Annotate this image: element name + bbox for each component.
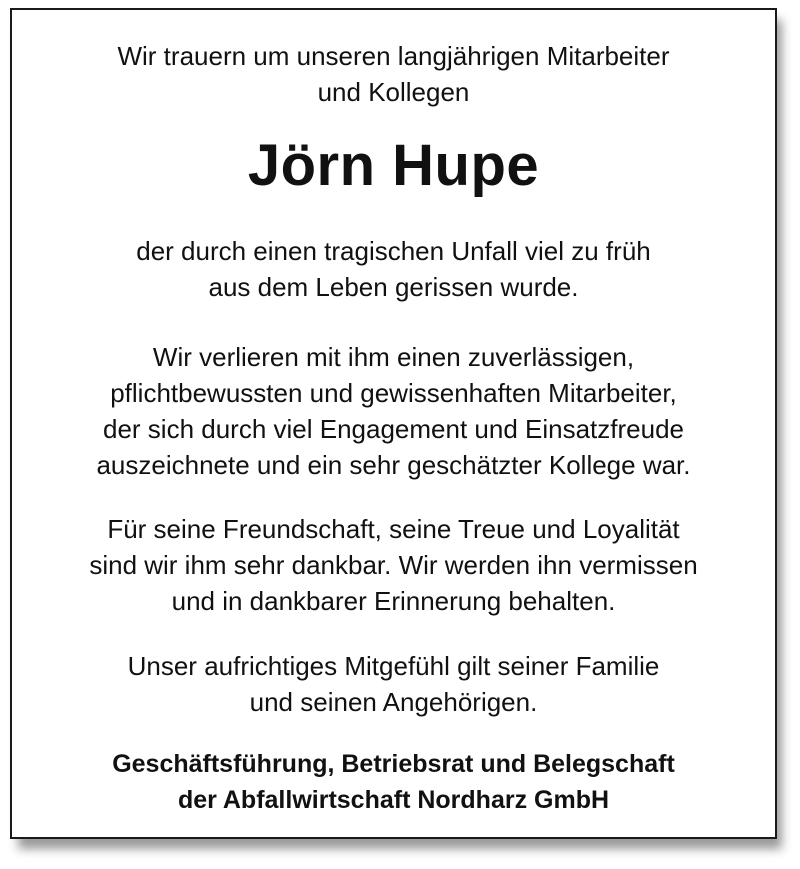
paragraph-tribute [12,339,775,483]
paragraph-line: der sich durch viel Engagement und Einsatzfreude [102,414,684,444]
signature-line: der Abfallwirtschaft Nordharz GmbH [177,786,610,814]
paragraph-gratitude [12,511,775,619]
paragraph-line: Wir verlieren mit ihm einen zuverlässigen, [152,342,635,372]
paragraph-condolence [12,648,775,720]
paragraph-line: aus dem Leben gerissen wurde. [208,272,579,302]
paragraph-line: und seinen Angehörigen. [249,687,538,717]
paragraph-line: sind wir ihm sehr dankbar. Wir werden ihn vermissen [89,550,698,580]
intro-line: Wir trauern um unseren langjährigen Mitarbeiter [117,41,670,71]
paragraph-line: pflichtbewussten und gewissenhaften Mitarbeiter, [110,378,677,408]
paragraph-line: der durch einen tragischen Unfall viel zu früh [136,236,651,266]
deceased-name: Jörn Hupe [247,133,540,198]
paragraph-accident [12,233,775,305]
paragraph-line: auszeichnete und ein sehr geschätzter Kollege war. [96,450,691,480]
intro-text [12,38,775,110]
signature-block [12,746,775,818]
paragraph-line: und in dankbarer Erinnerung behalten. [171,586,616,616]
intro-line: und Kollegen [317,77,470,107]
paragraph-line: Unser aufrichtiges Mitgefühl gilt seiner Familie [127,651,660,681]
paragraph-line: Für seine Freundschaft, seine Treue und Loyalität [107,514,680,544]
signature-line: Geschäftsführung, Betriebsrat und Belegschaft [112,750,675,778]
obituary-notice [10,8,777,839]
